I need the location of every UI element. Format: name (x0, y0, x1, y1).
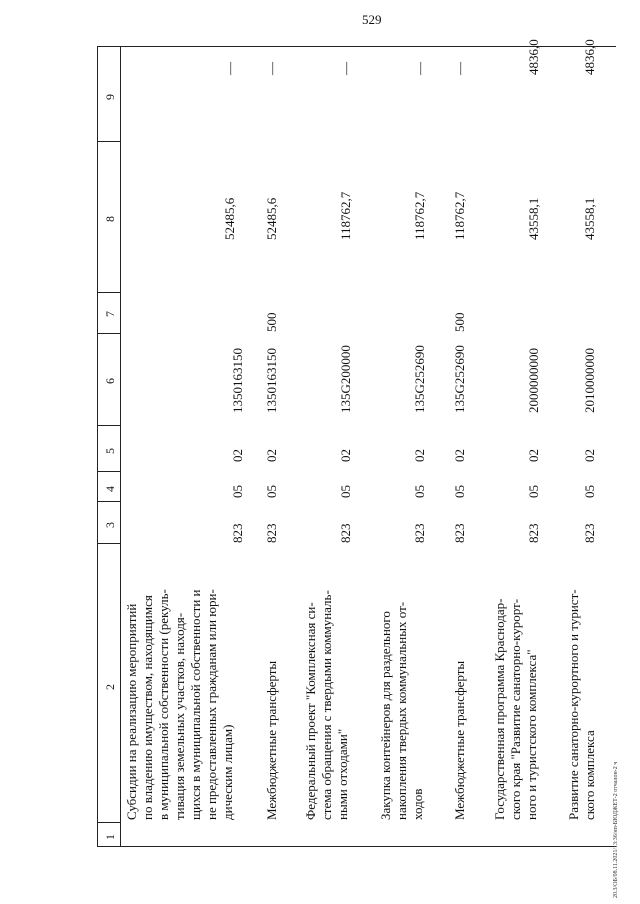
col-sep-4-5 (97, 471, 121, 472)
row-col4: 05 (230, 485, 245, 498)
row-col5: 02 (230, 449, 245, 462)
row-col7: 500 (264, 312, 279, 332)
col-sep-5-6 (97, 425, 121, 426)
row-col8: 118762,7 (452, 191, 467, 240)
col-sep-1-2 (97, 822, 121, 823)
row-col4: 05 (412, 485, 427, 498)
row-col9: — (222, 62, 237, 75)
name-line: ными отходами" (335, 728, 350, 820)
row-col5: 02 (338, 449, 353, 462)
row-col6: 2000000000 (526, 348, 541, 413)
header-line-left (97, 846, 616, 847)
col-sep-7-8 (97, 292, 121, 293)
row-col8: 43558,1 (526, 197, 541, 240)
name-line: Государственная программа Краснодар- (492, 598, 507, 820)
col-sep-6-7 (97, 333, 121, 334)
name-line: ского комплекса (582, 730, 597, 820)
row-name (264, 661, 280, 820)
row-col9: 4836,0 (526, 39, 541, 75)
name-line: в муниципальной собственности (рекуль- (156, 589, 171, 820)
row-col3: 823 (230, 523, 245, 543)
row-name (378, 548, 426, 820)
row-col6: 135G252690 (452, 345, 467, 413)
row-col3: 823 (412, 523, 427, 543)
row-col3: 823 (264, 523, 279, 543)
row-col7: 500 (452, 312, 467, 332)
name-line: Субсидии на реализацию мероприятий (124, 603, 139, 820)
row-col6: 1350163150 (230, 348, 245, 413)
name-line: ходов (410, 788, 425, 820)
row-col4: 05 (452, 485, 467, 498)
row-col6: 1350163150 (264, 348, 279, 413)
name-line: ского края "Развитие санаторно-курорт- (508, 598, 523, 820)
name-line: стема обращения с твердыми коммуналь- (319, 590, 334, 820)
name-line: дическим лицам) (220, 724, 235, 820)
row-col3: 823 (582, 523, 597, 543)
column-header-7: 7 (103, 311, 117, 317)
row-col5: 02 (412, 449, 427, 462)
row-col3: 823 (526, 523, 541, 543)
name-line: не предоставленных гражданам или юри- (204, 589, 219, 820)
column-header-4: 4 (103, 486, 117, 492)
column-header-3: 3 (103, 522, 117, 528)
name-line: Развитие санаторно-курортного и турист- (566, 589, 581, 820)
row-name (303, 548, 351, 820)
row-col5: 02 (526, 449, 541, 462)
column-header-5: 5 (103, 448, 117, 454)
name-line: Федеральный проект "Комплексная си- (303, 602, 318, 820)
row-col8: 118762,7 (338, 191, 353, 240)
row-name (124, 548, 236, 820)
row-col5: 02 (264, 449, 279, 462)
name-line: ного и туристского комплекса" (524, 649, 539, 820)
row-col4: 05 (264, 485, 279, 498)
row-col4: 05 (338, 485, 353, 498)
page-number: 529 (362, 12, 382, 27)
row-col5: 02 (452, 449, 467, 462)
row-col3: 823 (338, 523, 353, 543)
row-col9: — (338, 62, 353, 75)
name-line: Межбюджетные трансферты (264, 660, 279, 820)
row-col4: 05 (582, 485, 597, 498)
row-col8: 118762,7 (412, 191, 427, 240)
name-line: накопления твердых коммунальных от- (394, 601, 409, 820)
row-col8: 52485,6 (264, 197, 279, 240)
row-col5: 02 (582, 449, 597, 462)
row-col8: 43558,1 (582, 197, 597, 240)
row-col9: — (264, 62, 279, 75)
col-sep-8-9 (97, 141, 121, 142)
name-line: щихся в муниципальной собственности и (188, 589, 203, 820)
header-line-bottom (120, 46, 121, 847)
footer-note: 20.3/ОБ/08.11.2021/13:36/нп-БЮДЖЕТ-2 отчалон-2 ч (613, 761, 619, 898)
name-line: тивация земельных участков, находя- (172, 612, 187, 820)
column-header-2: 2 (103, 684, 117, 690)
row-col4: 05 (526, 485, 541, 498)
row-col3: 823 (452, 523, 467, 543)
row-col6: 2010000000 (582, 348, 597, 413)
row-col9: — (412, 62, 427, 75)
row-name (492, 548, 540, 820)
row-col9: — (452, 62, 467, 75)
row-col9: 4836,0 (582, 39, 597, 75)
column-header-8: 8 (103, 216, 117, 222)
header-line-top (97, 46, 98, 847)
row-name (566, 548, 598, 820)
name-line: Межбюджетные трансферты (452, 660, 467, 820)
name-line: Закупка контейнеров для раздельного (378, 611, 393, 820)
row-col6: 135G252690 (412, 345, 427, 413)
column-header-9: 9 (103, 94, 117, 100)
col-sep-2-3 (97, 543, 121, 544)
column-header-6: 6 (103, 378, 117, 384)
name-line: по владению имуществом, находящимся (140, 595, 155, 820)
column-header-1: 1 (103, 834, 117, 840)
row-name (452, 661, 468, 820)
row-col8: 52485,6 (222, 197, 237, 240)
row-col6: 135G200000 (338, 345, 353, 413)
col-sep-3-4 (97, 501, 121, 502)
